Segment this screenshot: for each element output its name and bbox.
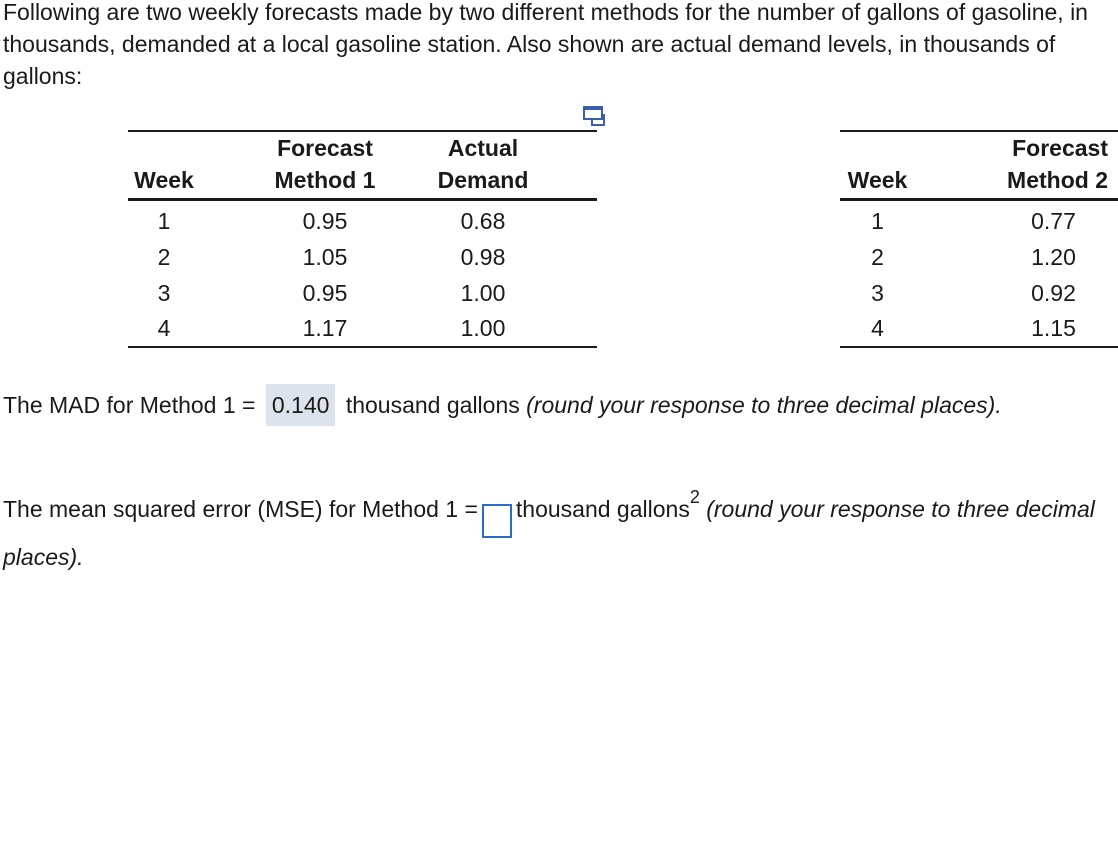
forecast-cell: 1.20: [1031, 244, 1076, 270]
week-cell: 2: [157, 244, 171, 270]
header-actual-line2: Demand: [418, 164, 597, 200]
week-cell: 2: [871, 244, 884, 270]
forecast-cell: 1.15: [995, 311, 1118, 347]
header-week-blank: [840, 131, 995, 164]
table-row: [128, 311, 597, 347]
forecast-cell: 1.05: [302, 244, 348, 270]
header-forecast-1-line1: Forecast: [258, 131, 418, 164]
mse-input[interactable]: [482, 504, 512, 538]
header-forecast-2-line2: Method 2: [995, 164, 1118, 200]
forecast-cell: 1.17: [258, 311, 418, 347]
actual-cell: 0.98: [460, 244, 506, 270]
table-row: [128, 239, 597, 275]
mad-suffix: thousand gallons: [345, 392, 520, 418]
mad-prefix: The MAD for Method 1 =: [3, 392, 256, 418]
question-mad: [3, 384, 1113, 426]
mse-suffix: thousand gallons: [515, 496, 690, 522]
table-row: [840, 239, 1118, 275]
week-cell: 3: [157, 280, 171, 306]
mad-hint: (round your response to three decimal places).: [526, 392, 1002, 418]
week-cell: 3: [871, 280, 884, 306]
copy-icon[interactable]: [582, 105, 606, 127]
actual-cell: 1.00: [418, 311, 597, 347]
forecast-cell: 0.95: [302, 208, 348, 234]
data-table-method-1: [128, 130, 597, 348]
actual-cell: 0.68: [460, 208, 506, 234]
table-row: [840, 200, 1118, 240]
header-week: Week: [840, 164, 995, 200]
header-forecast-1-line2: Method 1: [258, 164, 418, 200]
header-week: Week: [128, 164, 258, 200]
header-forecast-2-line1: Forecast: [995, 131, 1118, 164]
header-week-blank: [128, 131, 258, 164]
forecast-cell: 0.77: [1031, 208, 1076, 234]
forecast-cell: 0.95: [302, 280, 348, 306]
table-row: [128, 275, 597, 311]
intro-text: Following are two weekly forecasts made by two different methods for the number of gallons of gasoline, in thousands, demanded at a local gasoline station. Also shown are actual demand levels, in thousands of gallons:: [3, 0, 1088, 89]
mse-prefix: The mean squared error (MSE) for Method 1 =: [3, 496, 478, 522]
week-cell: 4: [128, 311, 258, 347]
week-cell: 1: [157, 208, 171, 234]
week-cell: 4: [840, 311, 995, 347]
mse-hint: (round your response to three decimal places).: [3, 496, 1095, 570]
forecast-cell: 0.92: [1031, 280, 1076, 306]
question-mse: [3, 487, 1113, 576]
table-row: [840, 275, 1118, 311]
data-table-method-2: [840, 130, 1118, 348]
week-cell: 1: [871, 208, 884, 234]
actual-cell: 1.00: [460, 280, 506, 306]
mse-exponent: 2: [689, 487, 700, 507]
mad-answer[interactable]: 0.140: [266, 384, 336, 426]
table-row: [840, 311, 1118, 347]
header-actual-line1: Actual: [418, 131, 597, 164]
table-row: [128, 200, 597, 240]
